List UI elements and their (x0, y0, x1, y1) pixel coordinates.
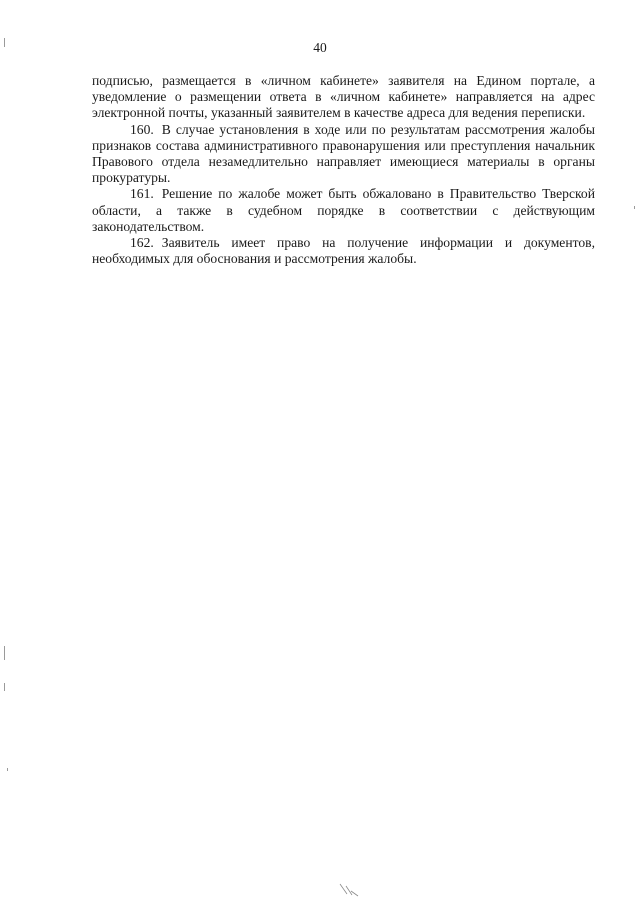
scan-mark (634, 206, 635, 209)
scan-mark (4, 646, 5, 660)
paragraph-text: Заявитель имеет право на получение информации и документов, необходимых для обоснования и рассмотрения жалобы. (92, 235, 595, 267)
document-body (92, 73, 595, 267)
scan-mark (4, 683, 5, 691)
paragraph-160 (92, 122, 595, 187)
paragraph-text: В случае установления в ходе или по результатам рассмотрения жалобы признаков состава административного правонарушения или преступления начальник Правового отдела незамедлительно направляет имеющиеся материалы в органы прокуратуры. (92, 121, 595, 186)
paragraph-number: 160. (130, 121, 154, 137)
scan-scribble (338, 882, 362, 898)
scan-mark (4, 38, 5, 47)
scan-mark (7, 768, 8, 771)
paragraph-number: 162. (130, 235, 154, 251)
paragraph-text: подписью, размещается в «личном кабинете» заявителя на Едином портале, а уведомление о размещении ответа в «личном кабинете» направляется на адрес электронной почты, указанный заявителем в качестве адреса для ведения переписки. (92, 73, 595, 121)
page-number: 40 (313, 40, 327, 55)
paragraph-number: 161. (130, 186, 154, 202)
paragraph-text: Решение по жалобе может быть обжаловано в Правительство Тверской области, а также в судебном порядке в соответствии с действующим законодательством. (92, 186, 595, 234)
paragraph-162 (92, 235, 595, 267)
paragraph-161 (92, 186, 595, 235)
paragraph-continuation (92, 73, 595, 122)
